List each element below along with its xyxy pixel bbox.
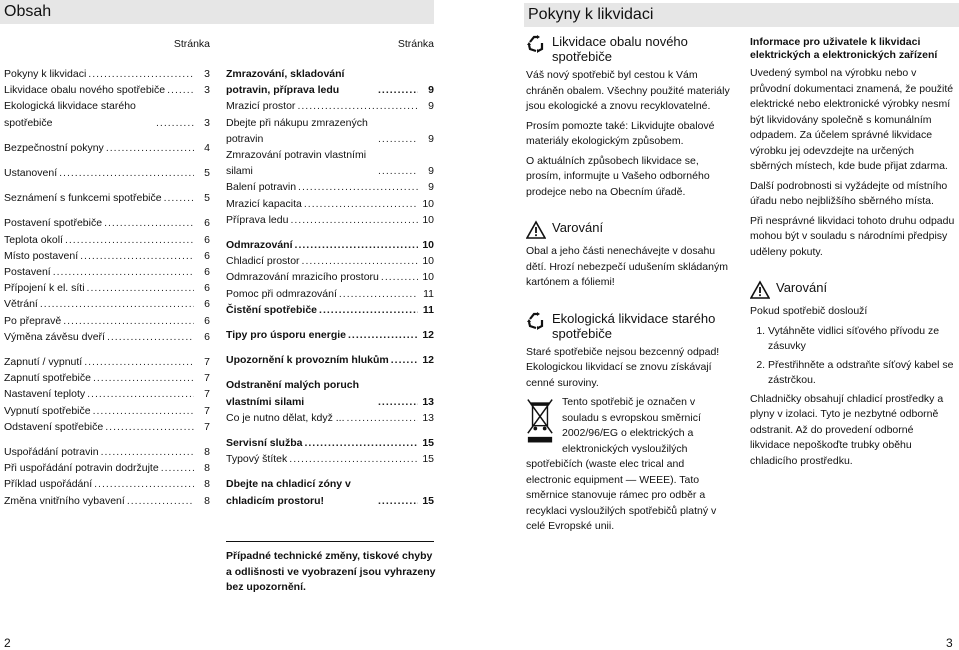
toc-leader-dots <box>93 370 194 386</box>
toc-entry[interactable] <box>4 140 210 156</box>
toc-entry-title: Zmrazování potravin vlastními silami <box>226 149 367 178</box>
warning-heading-1 <box>526 220 730 240</box>
toc-entry-page: 5 <box>204 167 210 180</box>
disposal-step: 2. Přestřihněte a odstraňte síťový kabel se zástrčkou. <box>768 358 955 389</box>
toc-entry-title: Příklad uspořádání <box>4 478 93 491</box>
toc-entry-title: Větrání <box>4 298 38 311</box>
toc-entry[interactable] <box>4 386 210 402</box>
toc-spacer <box>4 435 210 444</box>
weee-paragraph: Tento spotřebič je označen v souladu s evropskou směrnicí 2002/96/EG o elektrických a elektronických vysloužilých spotřebičích (waste elec trical and electronic equipment — WEEE). Tato směrnice stanovuje rámec pro odběr a recyklaci vysloužilých spotřebičů platný v celé Evropské unii. <box>526 396 717 532</box>
info-paragraph-3: Při nesprávné likvidaci tohoto druhu odpadu mohou být v souladu s národními předpisy uděleny pokuty. <box>750 214 955 258</box>
toc-entry-title: Zapnutí / vypnutí <box>4 356 83 369</box>
toc-entry-page: 6 <box>204 217 210 230</box>
toc-leader-dots <box>391 352 418 368</box>
toc-entry-title: Odmrazování <box>226 239 293 252</box>
toc-entry-title: Likvidace obalu nového spotřebiče <box>4 84 166 97</box>
toc-entry[interactable] <box>4 248 210 264</box>
toc-entry[interactable] <box>4 296 210 312</box>
disposal-step: 1. Vytáhněte vidlici síťového přívodu ze zásuvky <box>768 324 955 355</box>
toc-entry-title: Zapnutí spotřebiče <box>4 372 91 385</box>
packaging-paragraph-3: O aktuálních způsobech likvidace se, prosím, informujte u Vašeho odborného prodejce nebo na Obecním úřadě. <box>526 154 710 198</box>
toc-entry-page: 7 <box>204 420 210 433</box>
toc-leader-dots <box>156 115 194 131</box>
toc-entry[interactable] <box>4 66 210 82</box>
toc-entry-title: Uspořádání potravin <box>4 446 99 459</box>
toc-entry[interactable] <box>4 98 210 130</box>
packaging-heading <box>526 34 730 64</box>
old-appliance-paragraph-1: Staré spotřebiče nejsou bezcenný odpad! Ekologickou likvidací se znovu získávají cenné suroviny. <box>526 345 720 389</box>
toc-leader-dots <box>80 248 194 264</box>
toc-entry[interactable] <box>4 476 210 492</box>
toc-leader-dots <box>53 264 194 280</box>
toc-entry-title: Výměna závěsu dveří <box>4 330 105 343</box>
toc-entry[interactable] <box>4 82 210 98</box>
right-column-2 <box>750 36 955 473</box>
toc-entry-title: Odstavení spotřebiče <box>4 420 104 433</box>
toc-entry[interactable] <box>4 370 210 386</box>
toc-entry-title: Pomoc při odmrazování <box>226 287 337 300</box>
toc-leader-dots <box>319 302 418 318</box>
toc-entry-page: 10 <box>422 255 434 268</box>
toc-leader-dots <box>378 131 418 147</box>
toc-leader-dots <box>381 269 418 285</box>
toc-entry-page: 9 <box>428 181 434 194</box>
warning-intro: Pokud spotřebič doslouží <box>750 305 868 317</box>
toc-entry-page: 12 <box>422 354 434 367</box>
toc-entry-title: Servisní služba <box>226 437 303 450</box>
crossed-bin-icon <box>526 397 554 445</box>
toc-spacer <box>4 345 210 354</box>
toc-leader-dots <box>59 165 194 181</box>
toc-entry-title: Při uspořádání potravin dodržujte <box>4 462 159 475</box>
toc-leader-dots <box>105 419 194 435</box>
toc-entry[interactable] <box>226 66 434 98</box>
toc-entry-page: 9 <box>428 100 434 113</box>
toc-spacer <box>226 318 434 327</box>
section-title: Pokyny k likvidaci <box>528 6 654 23</box>
toc-entry-page: 3 <box>204 84 210 97</box>
warning-paragraph-2: Chladničky obsahují chladicí prostředky a plyny v izolaci. Tyto je nezbytné odborně odstranit. Až do provedení odborné likvidace nepoškoďte trubky oběhu chladicího prostředku. <box>750 392 944 467</box>
toc-entry-page: 8 <box>204 446 210 459</box>
toc-entry-title: Mrazicí prostor <box>226 100 296 113</box>
old-appliance-title: Ekologická likvidace starého spotřebiče <box>552 310 716 341</box>
toc-entry-page: 8 <box>204 494 210 507</box>
toc-leader-dots <box>127 493 194 509</box>
toc-entry-page: 7 <box>204 372 210 385</box>
toc-entry[interactable] <box>4 403 210 419</box>
toc-entry-page: 6 <box>204 298 210 311</box>
toc-spacer <box>226 467 434 476</box>
right-column-1 <box>526 34 730 539</box>
toc-entry-title: Bezpečnostní pokyny <box>4 141 104 154</box>
toc-entry-title: Odmrazování mrazicího prostoru <box>226 271 379 284</box>
toc-entry-page: 6 <box>204 249 210 262</box>
toc-entry[interactable] <box>4 165 210 181</box>
toc-entry-page: 6 <box>204 314 210 327</box>
toc-entry[interactable] <box>4 280 210 296</box>
toc-leader-dots <box>88 66 194 82</box>
toc-leader-dots <box>40 296 194 312</box>
toc-entry-page: 7 <box>204 388 210 401</box>
toc-entry-title: Odstranění malých poruch vlastními silami <box>226 379 360 408</box>
toc-entry-page: 9 <box>428 84 434 97</box>
toc-entry[interactable] <box>226 451 434 467</box>
toc-leader-dots <box>378 493 418 509</box>
toc-entry-title: Přípojení k el. síti <box>4 282 85 295</box>
toc-spacer <box>4 206 210 215</box>
toc-entry-title: Typový štítek <box>226 453 288 466</box>
toc-entry-title: Vypnutí spotřebiče <box>4 404 91 417</box>
toc-entry-page: 9 <box>428 165 434 178</box>
toc-leader-dots <box>161 460 194 476</box>
info-title: Informace pro uživatele k likvidaci elektrických a elektronických zařízení <box>750 36 938 61</box>
warning-triangle-icon <box>526 220 546 240</box>
toc-column-2 <box>226 66 434 509</box>
toc-entry-title: Seznámení s funkcemi spotřebiče <box>4 192 162 205</box>
toc-entry-page: 13 <box>422 411 434 424</box>
toc-entry-page: 15 <box>422 453 434 466</box>
toc-entry-title: Po přepravě <box>4 314 62 327</box>
toc-entry-page: 7 <box>204 404 210 417</box>
disposal-steps <box>750 324 955 389</box>
toc-leader-dots <box>378 163 418 179</box>
toc-entry[interactable] <box>226 476 434 508</box>
toc-leader-dots <box>304 196 418 212</box>
toc-leader-dots <box>101 444 194 460</box>
toc-entry-page: 15 <box>422 437 434 450</box>
toc-entry-page: 8 <box>204 478 210 491</box>
toc-entry[interactable] <box>226 212 434 228</box>
divider <box>226 541 434 542</box>
toc-entry[interactable] <box>226 269 434 285</box>
toc-entry[interactable] <box>226 98 434 114</box>
toc-entry-title: Nastavení teploty <box>4 388 86 401</box>
toc-leader-dots <box>167 82 194 98</box>
toc-entry[interactable] <box>4 264 210 280</box>
toc-entry-title: Chladicí prostor <box>226 255 300 268</box>
toc-entry[interactable] <box>4 232 210 248</box>
toc-leader-dots <box>84 354 194 370</box>
toc-leader-dots <box>339 286 418 302</box>
toc-entry[interactable] <box>226 302 434 318</box>
toc-entry-page: 12 <box>422 329 434 342</box>
toc-entry[interactable] <box>226 435 434 451</box>
toc-entry[interactable] <box>226 286 434 302</box>
toc-entry-title: Balení potravin <box>226 181 297 194</box>
warning-heading-2 <box>750 280 955 300</box>
toc-column-1 <box>4 66 210 509</box>
toc-col1-page-label: Stránka <box>173 38 210 50</box>
recycle-icon <box>526 34 546 54</box>
toc-entry[interactable] <box>4 354 210 370</box>
toc-leader-dots <box>304 435 418 451</box>
toc-entry-title: Čistění spotřebiče <box>226 303 318 316</box>
toc-leader-dots <box>65 232 194 248</box>
toc-entry[interactable] <box>226 237 434 253</box>
warning-title-2: Varování <box>776 280 828 295</box>
toc-entry[interactable] <box>226 147 434 179</box>
toc-entry[interactable] <box>4 460 210 476</box>
toc-spacer <box>4 156 210 165</box>
toc-leader-dots <box>93 403 194 419</box>
toc-leader-dots <box>164 190 194 206</box>
toc-leader-dots <box>94 476 194 492</box>
toc-spacer <box>4 181 210 190</box>
left-header-bar <box>0 0 434 24</box>
toc-entry[interactable] <box>226 327 434 343</box>
toc-entry[interactable] <box>4 444 210 460</box>
toc-leader-dots <box>297 98 418 114</box>
toc-entry[interactable] <box>4 419 210 435</box>
packaging-paragraph-2: Prosím pomozte také: Likvidujte obalové materiály ekologickým způsobem. <box>526 119 715 147</box>
packaging-paragraph-1: Váš nový spotřebič byl cestou k Vám chráněn obalem. Všechny použité materiály jsou ekologické a znovu recyklovatelné. <box>526 69 730 112</box>
toc-entry-page: 6 <box>204 282 210 295</box>
toc-entry[interactable] <box>226 196 434 212</box>
toc-entry-title: Příprava ledu <box>226 213 289 226</box>
weee-block <box>526 395 730 535</box>
toc-leader-dots <box>346 410 418 426</box>
toc-entry-page: 6 <box>204 266 210 279</box>
toc-entry-page: 13 <box>422 395 434 408</box>
toc-spacer <box>226 228 434 237</box>
page-number-left: 2 <box>4 636 11 650</box>
toc-entry-title: Ekologická likvidace starého spotřebiče <box>4 100 136 129</box>
toc-entry-title: Teplota okolí <box>4 233 63 246</box>
toc-entry-title: Upozornění k provozním hlukům <box>226 354 389 367</box>
toc-entry-title: Postavení spotřebiče <box>4 217 103 230</box>
toc-entry-title: Tipy pro úsporu energie <box>226 329 346 342</box>
info-paragraph-1: Uvedený symbol na výrobku nebo v průvodní dokumentaci znamená, že použité elektrické nebo elektronické výrobky nesmí být likvidovány společně s komunálním odpadem. Za účelem správné likvidace výrobku jej odevzdejte na určených sběrných místech, kde bude přijat zdarma. <box>750 67 954 172</box>
warning-paragraph-1: Obal a jeho části nenechávejte v dosahu dětí. Hrozí nebezpečí udušením skládaným kartónem a fóliemi! <box>526 245 728 288</box>
toc-entry[interactable] <box>226 377 434 409</box>
toc-leader-dots <box>378 82 418 98</box>
toc-entry[interactable] <box>226 410 434 426</box>
toc-entry[interactable] <box>4 329 210 345</box>
toc-leader-dots <box>290 212 418 228</box>
toc-entry[interactable] <box>4 190 210 206</box>
toc-leader-dots <box>302 253 418 269</box>
toc-entry-title: Pokyny k likvidaci <box>4 68 87 80</box>
toc-entry-page: 11 <box>422 303 434 316</box>
info-paragraph-2: Další podrobnosti si vyžádejte od místního úřadu nebo nejbližšího sběrného místa. <box>750 179 948 207</box>
toc-entry-title: Co je nutno dělat, když ... <box>226 411 345 424</box>
toc-entry-title: Změna vnitřního vybavení <box>4 494 125 507</box>
old-appliance-heading <box>526 311 730 341</box>
toc-entry-page: 3 <box>204 68 210 80</box>
toc-leader-dots <box>87 386 194 402</box>
toc-entry[interactable] <box>226 115 434 147</box>
toc-entry[interactable] <box>226 179 434 195</box>
page-number-right: 3 <box>946 636 953 650</box>
toc-leader-dots <box>348 327 418 343</box>
toc-entry-page: 7 <box>204 356 210 369</box>
toc-entry-title: Mrazicí kapacita <box>226 197 302 210</box>
warning-triangle-icon <box>750 280 770 300</box>
toc-leader-dots <box>378 394 418 410</box>
toc-col2-page-label: Stránka <box>397 38 434 50</box>
toc-entry-title: Místo postavení <box>4 249 79 262</box>
change-note: Případné technické změny, tiskové chyby a odlišnosti ve vyobrazení jsou vyhrazeny bez upozornění. <box>226 550 436 593</box>
toc-spacer <box>4 131 210 140</box>
toc-leader-dots <box>106 140 194 156</box>
toc-entry-page: 6 <box>204 233 210 246</box>
toc-spacer <box>226 426 434 435</box>
toc-entry-title: Dbejte na chladicí zóny v chladicím prostoru! <box>226 478 351 507</box>
toc-entry-page: 11 <box>423 287 434 300</box>
toc-entry-page: 10 <box>422 213 434 226</box>
recycle-icon <box>526 311 546 331</box>
toc-leader-dots <box>107 329 194 345</box>
toc-entry[interactable] <box>4 313 210 329</box>
toc-entry-page: 4 <box>204 141 210 154</box>
toc-entry-page: 6 <box>204 330 210 343</box>
toc-entry[interactable] <box>4 493 210 509</box>
toc-entry-title: Dbejte při nákupu zmrazených potravin <box>226 116 368 145</box>
toc-leader-dots <box>298 179 418 195</box>
toc-entry-page: 10 <box>422 271 434 284</box>
packaging-title: Likvidace obalu nového spotřebiče <box>552 34 688 64</box>
toc-entry-page: 15 <box>422 494 434 507</box>
toc-entry[interactable] <box>226 253 434 269</box>
toc-leader-dots <box>63 313 194 329</box>
toc-entry-page: 5 <box>204 192 210 205</box>
toc-spacer <box>226 368 434 377</box>
toc-entry-page: 8 <box>204 462 210 475</box>
right-header-bar <box>524 3 959 27</box>
toc-entry-title: Ustanovení <box>4 167 58 180</box>
toc-entry-page: 3 <box>204 116 210 129</box>
toc-entry[interactable] <box>4 215 210 231</box>
toc-entry-page: 10 <box>422 239 434 252</box>
toc-entry[interactable] <box>226 352 434 368</box>
warning-title-1: Varování <box>552 220 604 235</box>
toc-leader-dots <box>87 280 194 296</box>
toc-entry-title: Zmrazování, skladování potravin, příprava ledu <box>226 68 345 97</box>
toc-leader-dots <box>289 451 418 467</box>
toc-leader-dots <box>295 237 418 253</box>
toc-entry-title: Postavení <box>4 266 51 279</box>
toc-spacer <box>226 343 434 352</box>
page-title: Obsah <box>4 3 52 20</box>
toc-entry-page: 9 <box>428 132 434 145</box>
toc-entry-page: 10 <box>422 197 434 210</box>
toc-leader-dots <box>104 215 194 231</box>
